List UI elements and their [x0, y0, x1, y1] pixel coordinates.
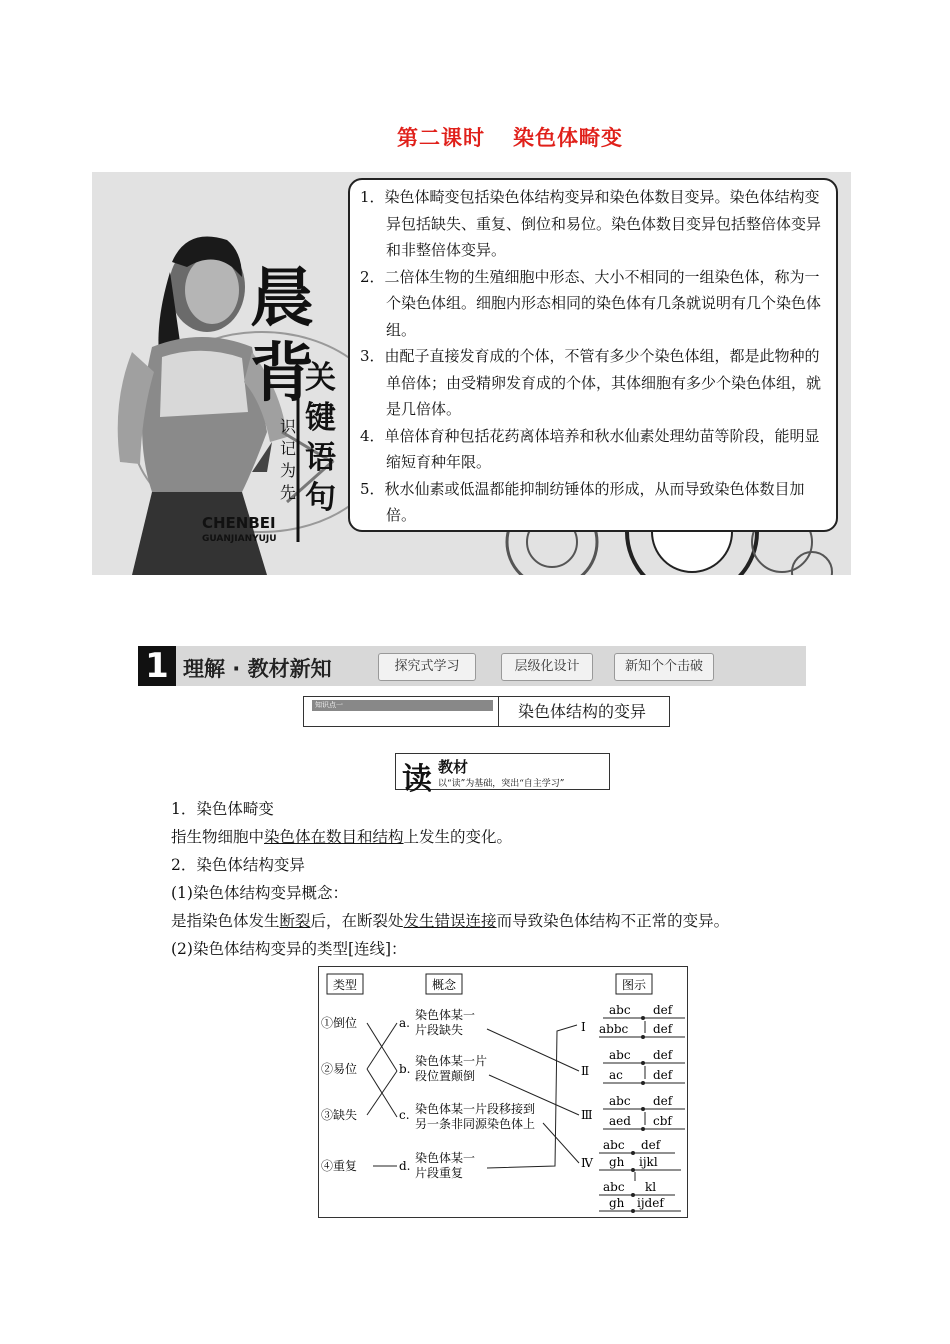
knowledge-point-header	[303, 696, 670, 727]
concept-b-line1: 染色体某一片	[415, 1054, 488, 1068]
concept-d-line2: 片段重复	[415, 1166, 464, 1180]
concept-d-line1: 染色体某一	[415, 1151, 476, 1165]
logo-line-2: GUANJIANYUJU	[202, 534, 277, 544]
paragraph-2: 是指染色体发生断裂后，在断裂处发生错误连接而导致染色体结构不正常的变异。	[171, 912, 730, 930]
heading-3: (1)染色体结构变异概念：	[171, 884, 348, 902]
chrom-II-bottom-right: def	[653, 1068, 673, 1082]
read-char: 读	[402, 762, 432, 797]
key-sentences-box	[348, 178, 838, 532]
header-concept: 概念	[431, 978, 457, 992]
figure-I: Ⅰ	[581, 1020, 586, 1034]
page-title	[0, 122, 950, 152]
chrom-I-top-right: def	[653, 1003, 673, 1017]
chrom-V-top-left: abc	[603, 1180, 625, 1194]
chrom-III-top-left: abc	[609, 1094, 631, 1108]
chrom-IV-bottom-left: gh	[609, 1155, 625, 1169]
heading-1: 1．染色体畸变	[171, 800, 274, 818]
vertical-title: 关键语句	[305, 360, 336, 516]
type-duplication: ④重复	[321, 1159, 358, 1173]
concept-b-line2: 段位置颠倒	[415, 1069, 476, 1083]
concept-c-line1: 染色体某一片段移接到	[415, 1102, 536, 1116]
concept-a-line2: 片段缺失	[415, 1023, 464, 1037]
big-char-bei: 背	[250, 337, 314, 411]
chrom-IV-bottom-right: ijkl	[639, 1155, 658, 1169]
type-deletion: ③缺失	[321, 1108, 358, 1122]
concept-letter-b: b.	[399, 1062, 411, 1076]
lesson-topic: 染色体畸变	[513, 126, 623, 150]
header-figure: 图示	[621, 978, 647, 992]
heading-4: (2)染色体结构变异的类型[连线]：	[171, 940, 407, 958]
chrom-IV-top-right: def	[641, 1138, 661, 1152]
chrom-II-top-right: def	[653, 1048, 673, 1062]
key-point-4: 4．单倍体育种包括花药离体培养和秋水仙素处理幼苗等阶段，能明显缩短育种年限。	[360, 426, 820, 471]
section-header	[138, 646, 806, 686]
chrom-II-top-left: abc	[609, 1048, 631, 1062]
lesson-number: 第二课时	[397, 126, 485, 150]
chrom-V-top-right: kl	[645, 1180, 657, 1194]
chrom-III-bottom-left: aed	[609, 1114, 631, 1128]
chrom-III-top-right: def	[653, 1094, 673, 1108]
chrom-II-bottom-left: ac	[609, 1068, 623, 1082]
chrom-V-bottom-left: gh	[609, 1196, 625, 1210]
big-char-chen: 晨	[250, 262, 314, 336]
blank-answer-2: 断裂	[279, 912, 311, 930]
concept-c-line2: 另一条非同源染色体上	[415, 1117, 536, 1131]
concept-letter-a: a.	[399, 1016, 410, 1030]
read-subtitle: 以“读”为基础，突出“自主学习”	[438, 779, 565, 789]
heading-2: 2．染色体结构变异	[171, 856, 305, 874]
figure-III: Ⅲ	[581, 1108, 593, 1122]
chrom-III-bottom-right: cbf	[653, 1114, 672, 1128]
tab-break-knowledge[interactable]: 新知个个击破	[614, 653, 714, 681]
section-label: 理解 · 教材新知	[183, 657, 332, 681]
figure-IV: Ⅳ	[581, 1156, 593, 1170]
key-point-3: 3．由配子直接发育成的个体，不管有多少个染色体组，都是此物种的单倍体；由受精卵发育成的个体，其体细胞有多少个染色体组，就是几倍体。	[360, 347, 822, 418]
chrom-I-bottom-left: abbc	[599, 1022, 629, 1036]
knowledge-title: 染色体结构的变异	[518, 702, 647, 721]
section-number: 1	[138, 646, 176, 686]
read-textbook-box	[395, 753, 610, 797]
knowledge-tag: 知识点一	[312, 700, 493, 711]
key-point-1: 1．染色体畸变包括染色体结构变异和染色体数目变异。染色体结构变异包括缺失、重复、倒位和易位。染色体数目变异包括整倍体变异和非整倍体变异。	[360, 188, 822, 259]
chrom-IV-top-left: abc	[603, 1138, 625, 1152]
matching-diagram	[318, 966, 688, 1218]
type-translocation: ②易位	[321, 1062, 358, 1076]
logo-line-1: CHENBEI	[202, 514, 276, 532]
tab-explore-learning[interactable]: 探究式学习	[378, 653, 476, 681]
tab-level-design[interactable]: 层级化设计	[501, 653, 593, 681]
chrom-I-top-left: abc	[609, 1003, 631, 1017]
chrom-V-bottom-right: ijdef	[637, 1196, 664, 1210]
key-point-2: 2．二倍体生物的生殖细胞中形态、大小不相同的一组染色体，称为一个染色体组。细胞内形态相同的染色体有几条就说明有几个染色体组。	[360, 267, 822, 339]
figure-II: Ⅱ	[581, 1064, 590, 1078]
chrom-I-bottom-right: def	[653, 1022, 673, 1036]
concept-a-line1: 染色体某一	[415, 1008, 476, 1022]
concept-letter-d: d.	[399, 1159, 411, 1173]
header-type: 类型	[332, 978, 358, 992]
concept-letter-c: c.	[399, 1108, 410, 1122]
key-point-5: 5．秋水仙素或低温都能抑制纺锤体的形成，从而导致染色体数目加倍。	[360, 479, 805, 524]
read-title: 教材	[438, 758, 469, 776]
blank-answer-1: 染色体在数目和结构	[264, 828, 404, 846]
paragraph-1: 指生物细胞中染色体在数目和结构上发生的变化。	[171, 828, 513, 846]
blank-answer-3: 发生错误连接	[403, 912, 497, 930]
type-inversion: ①倒位	[321, 1016, 358, 1030]
vertical-subtitle: 识记为先	[280, 417, 297, 502]
